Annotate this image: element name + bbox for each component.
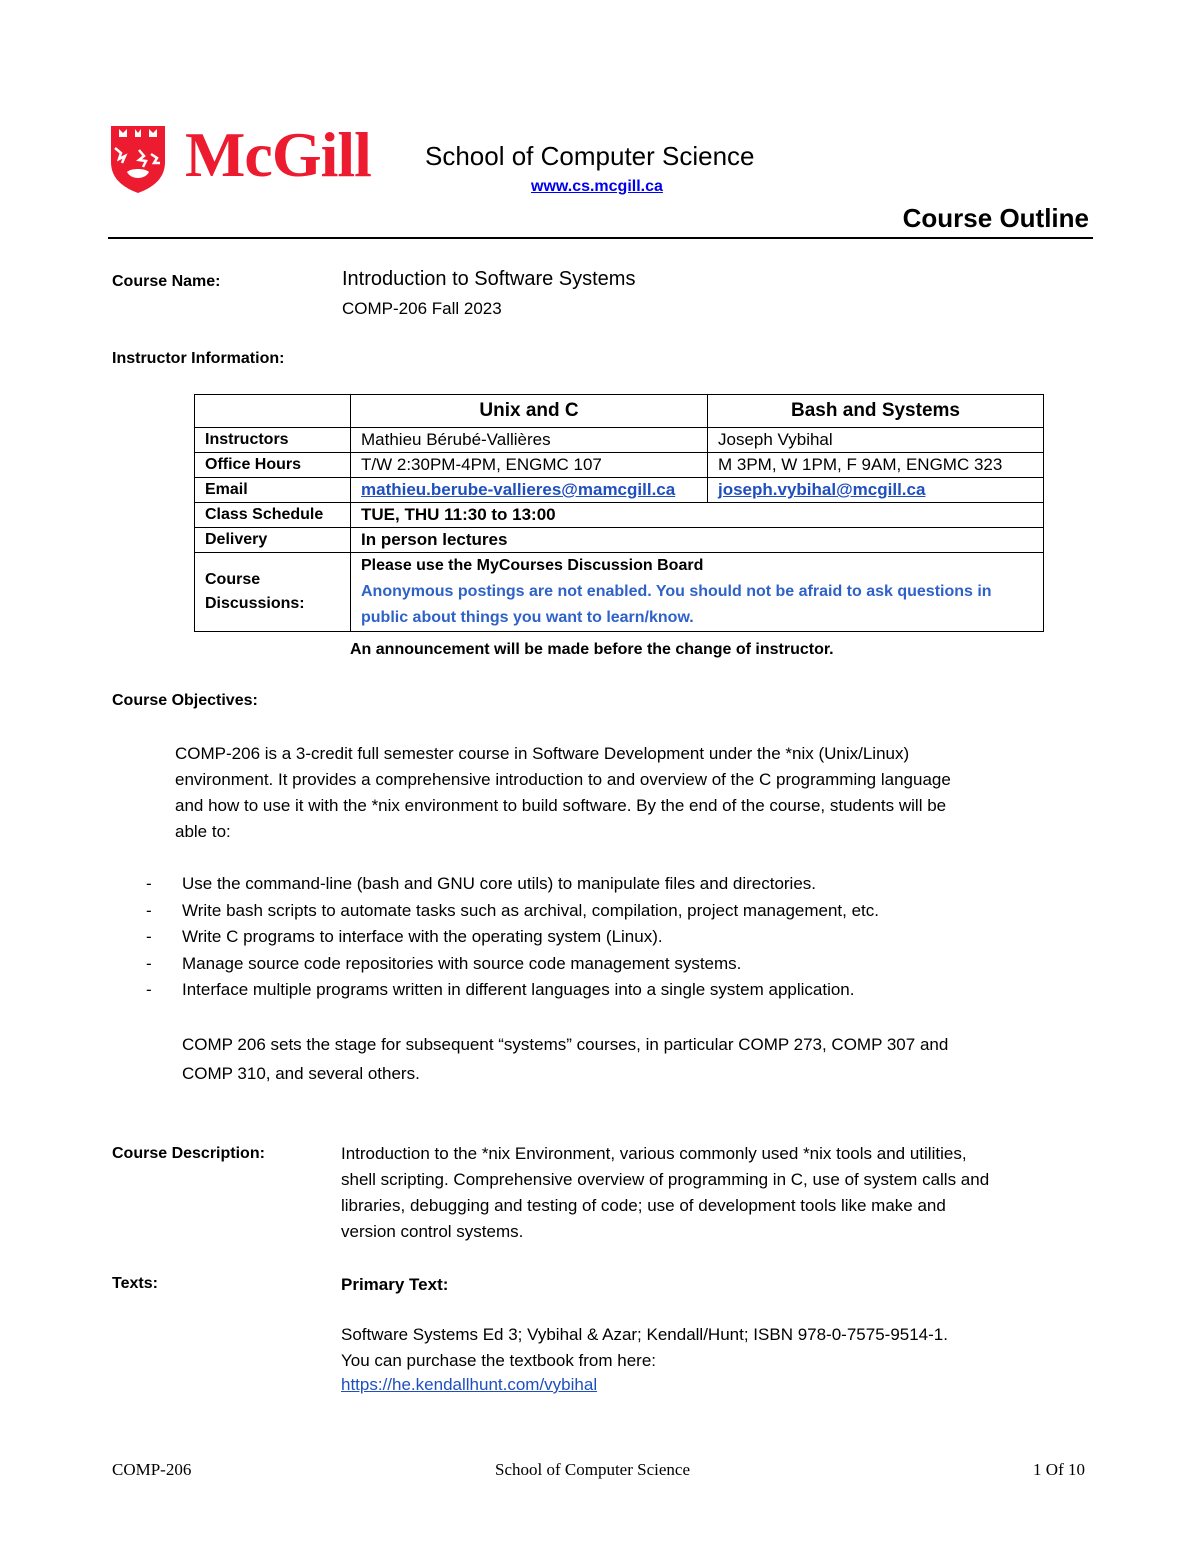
closing-line: COMP 206 sets the stage for subsequent “systems” courses, in particular COMP 273, COMP 307 and (182, 1035, 949, 1054)
page-number: 1 Of 10 (1033, 1460, 1085, 1479)
table-row (195, 453, 1044, 478)
email-cell-unix (351, 478, 708, 503)
school-name: School of Computer Science (425, 141, 755, 171)
course-name: Introduction to Software Systems (342, 268, 636, 290)
objectives-line: environment. It provides a comprehensive introduction to and overview of the C programming language (175, 770, 951, 789)
objectives-list (146, 871, 879, 1004)
discussions-line1: Please use the MyCourses Discussion Board (361, 557, 704, 574)
website-link[interactable]: www.cs.mcgill.ca (531, 178, 663, 195)
objectives-line: able to: (175, 822, 231, 841)
mcgill-crest-icon (109, 124, 167, 194)
objectives-line: and how to use it with the *nix environment to build software. By the end of the course, students will be (175, 796, 947, 815)
primary-text-label: Primary Text: (341, 1275, 449, 1294)
row-label: Email (195, 478, 351, 503)
objectives-closing (182, 1030, 948, 1088)
table-row (195, 428, 1044, 453)
course-code: COMP-206 Fall 2023 (342, 299, 502, 318)
email-cell-bash (708, 478, 1044, 503)
purchase-text: You can purchase the textbook from here: (341, 1351, 657, 1370)
discussions-cell (351, 553, 1044, 632)
footer-school: School of Computer Science (495, 1460, 690, 1479)
email-link-unix[interactable]: mathieu.berube-vallieres@mamcgill.ca (361, 480, 676, 499)
table-row (195, 478, 1044, 503)
mcgill-wordmark: McGill (185, 119, 371, 190)
table-header-empty (195, 395, 351, 428)
row-label: Class Schedule (195, 503, 351, 528)
table-row (195, 553, 1044, 632)
class-schedule: TUE, THU 11:30 to 13:00 (351, 503, 1044, 528)
table-row (195, 503, 1044, 528)
instructor-table (194, 394, 1044, 632)
office-hours-bash: M 3PM, W 1PM, F 9AM, ENGMC 323 (708, 453, 1044, 478)
instructor-unix: Mathieu Bérubé-Vallières (351, 428, 708, 453)
course-name-label: Course Name: (112, 273, 221, 290)
list-item: - Manage source code repositories with source code management systems. (146, 951, 879, 978)
description-label: Course Description: (112, 1145, 265, 1162)
primary-text-line: Software Systems Ed 3; Vybihal & Azar; Kendall/Hunt; ISBN 978-0-7575-9514-1. (341, 1325, 948, 1344)
description-line: version control systems. (341, 1222, 524, 1241)
objectives-paragraph (175, 741, 951, 845)
description-line: shell scripting. Comprehensive overview of programming in C, use of system calls and (341, 1170, 990, 1189)
delivery-mode: In person lectures (351, 528, 1044, 553)
email-link-bash[interactable]: joseph.vybihal@mcgill.ca (718, 480, 926, 499)
closing-line: COMP 310, and several others. (182, 1064, 420, 1083)
description-line: Introduction to the *nix Environment, various commonly used *nix tools and utilities, (341, 1144, 967, 1163)
instructor-info-label: Instructor Information: (112, 350, 285, 367)
column-bash-systems: Bash and Systems (708, 395, 1044, 428)
objectives-line: COMP-206 is a 3-credit full semester course in Software Development under the *nix (Unix/Linux) (175, 744, 910, 763)
discussions-label-line1: Course (205, 571, 261, 588)
discussions-line3: public about things you want to learn/know. (361, 609, 694, 626)
description-line: libraries, debugging and testing of code; use of development tools like make and (341, 1196, 946, 1215)
header-divider (108, 237, 1093, 239)
row-label: Delivery (195, 528, 351, 553)
objectives-label: Course Objectives: (112, 692, 258, 709)
instructor-change-note: An announcement will be made before the change of instructor. (350, 641, 834, 658)
column-unix-c: Unix and C (351, 395, 708, 428)
discussions-label-line2: Discussions: (205, 595, 305, 612)
list-item: - Interface multiple programs written in different languages into a single system application. (146, 977, 879, 1004)
table-row (195, 528, 1044, 553)
list-item: - Write C programs to interface with the operating system (Linux). (146, 924, 879, 951)
discussions-line2: Anonymous postings are not enabled. You should not be afraid to ask questions in (361, 583, 992, 600)
table-header-row (195, 395, 1044, 428)
office-hours-unix: T/W 2:30PM-4PM, ENGMC 107 (351, 453, 708, 478)
page-title: Course Outline (902, 203, 1089, 233)
row-label: Office Hours (195, 453, 351, 478)
list-item: - Write bash scripts to automate tasks such as archival, compilation, project management, etc. (146, 898, 879, 925)
list-item: - Use the command-line (bash and GNU core utils) to manipulate files and directories. (146, 871, 879, 898)
texts-label: Texts: (112, 1275, 158, 1292)
textbook-link[interactable]: https://he.kendallhunt.com/vybihal (341, 1375, 598, 1394)
instructor-bash: Joseph Vybihal (708, 428, 1044, 453)
row-label: Instructors (195, 428, 351, 453)
footer-course: COMP-206 (112, 1460, 192, 1479)
description-text (341, 1141, 989, 1245)
row-label-discussions (195, 553, 351, 632)
